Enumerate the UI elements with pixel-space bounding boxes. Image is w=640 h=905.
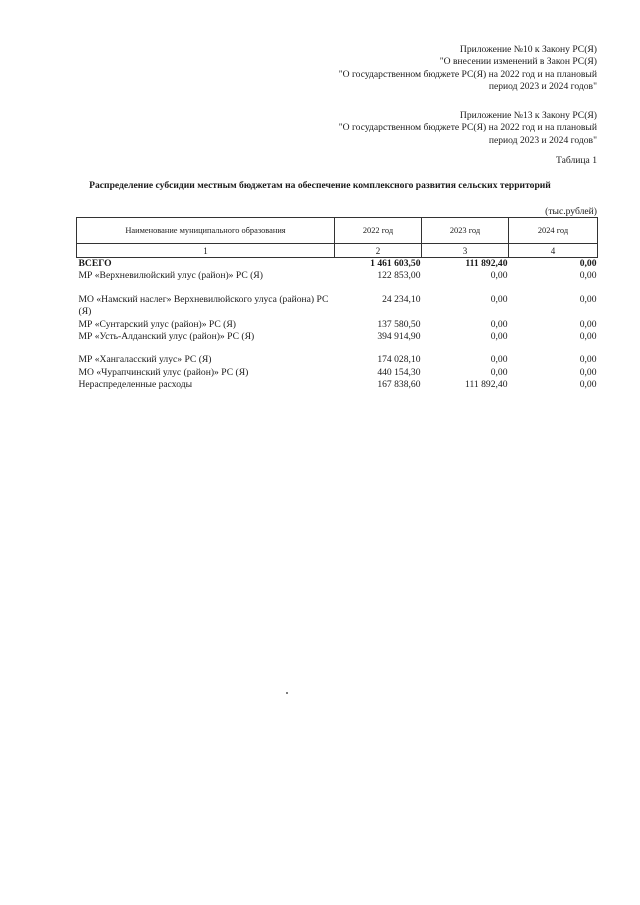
value-2023: 0,00 xyxy=(490,354,508,366)
header-line: период 2023 и 2024 годов" xyxy=(488,134,597,146)
table-label: Таблица 1 xyxy=(555,155,597,166)
scan-speck xyxy=(286,692,288,694)
table-row-total xyxy=(77,258,598,271)
header-line: период 2023 и 2024 годов" xyxy=(488,81,597,93)
column-header-2023: 2023 год xyxy=(422,218,509,244)
row-name: МР «Верхневилюйский улус (район)» РС (Я) xyxy=(78,270,263,282)
row-name: МО «Чурапчинский улус (район)» РС (Я) xyxy=(78,366,249,378)
units-label: (тыс.рублей) xyxy=(545,206,597,217)
table-row xyxy=(77,319,598,331)
value-2024: 0,00 xyxy=(579,258,597,269)
value-2022: 24 234,10 xyxy=(382,293,421,305)
value-2024: 0,00 xyxy=(579,318,597,330)
header-line: "О государственном бюджете РС(Я) на 2022 год и на плановый xyxy=(338,122,597,134)
value-2023: 111 892,40 xyxy=(465,379,508,391)
row-name: ВСЕГО xyxy=(78,258,112,269)
value-2023: 0,00 xyxy=(490,318,508,330)
value-2023: 0,00 xyxy=(490,366,508,378)
table-row xyxy=(77,294,598,319)
table-row xyxy=(77,367,598,379)
appendix-10-header xyxy=(339,44,597,94)
column-number: 1 xyxy=(77,244,335,258)
value-2024: 0,00 xyxy=(579,270,597,282)
header-line: Приложение №13 к Закону РС(Я) xyxy=(459,110,597,121)
value-2022: 167 838,60 xyxy=(377,379,421,391)
row-spacer xyxy=(77,343,598,354)
value-2022: 394 914,90 xyxy=(377,331,421,343)
header-line: Приложение №10 к Закону РС(Я) xyxy=(459,44,597,55)
table-row xyxy=(77,331,598,343)
value-2022: 137 580,50 xyxy=(377,318,421,330)
subsidy-table xyxy=(76,217,598,392)
value-2024: 0,00 xyxy=(579,331,597,343)
table-row xyxy=(77,270,598,282)
value-2024: 0,00 xyxy=(579,366,597,378)
table-row xyxy=(77,379,598,391)
column-header-name: Наименование муниципального образования xyxy=(77,218,335,244)
column-header-2022: 2022 год xyxy=(335,218,422,244)
value-2023: 0,00 xyxy=(490,331,508,343)
column-number: 3 xyxy=(422,244,509,258)
header-line: "О внесении изменений в Закон РС(Я) xyxy=(439,56,597,68)
value-2023: 0,00 xyxy=(490,270,508,282)
row-name: МР «Хангаласский улус» РС (Я) xyxy=(78,354,212,366)
row-name: Нераспределенные расходы xyxy=(78,379,193,391)
value-2022: 174 028,10 xyxy=(377,354,421,366)
row-spacer xyxy=(77,283,598,294)
value-2022: 122 853,00 xyxy=(377,270,421,282)
column-number-row xyxy=(77,244,598,258)
value-2023: 0,00 xyxy=(490,293,508,305)
column-number: 2 xyxy=(335,244,422,258)
value-2024: 0,00 xyxy=(579,354,597,366)
value-2022: 1 461 603,50 xyxy=(370,258,421,269)
appendix-13-header xyxy=(339,110,597,147)
column-number: 4 xyxy=(509,244,598,258)
row-name: МР «Сунтарский улус (район)» РС (Я) xyxy=(78,318,236,330)
row-name: МО «Намский наслег» Верхневилюйского улуса (района) РС (Я) xyxy=(78,293,329,318)
value-2022: 440 154,30 xyxy=(377,366,421,378)
table-header-row xyxy=(77,218,598,244)
value-2024: 0,00 xyxy=(579,379,597,391)
header-line: "О государственном бюджете РС(Я) на 2022 год и на плановый xyxy=(338,68,597,80)
row-name: МР «Усть-Алданский улус (район)» РС (Я) xyxy=(78,331,255,343)
value-2023: 111 892,40 xyxy=(465,258,508,269)
column-header-2024: 2024 год xyxy=(509,218,598,244)
document-title: Распределение субсидии местным бюджетам на обеспечение комплексного развития сельских территорий xyxy=(89,180,551,191)
value-2024: 0,00 xyxy=(579,293,597,305)
table-row xyxy=(77,354,598,366)
